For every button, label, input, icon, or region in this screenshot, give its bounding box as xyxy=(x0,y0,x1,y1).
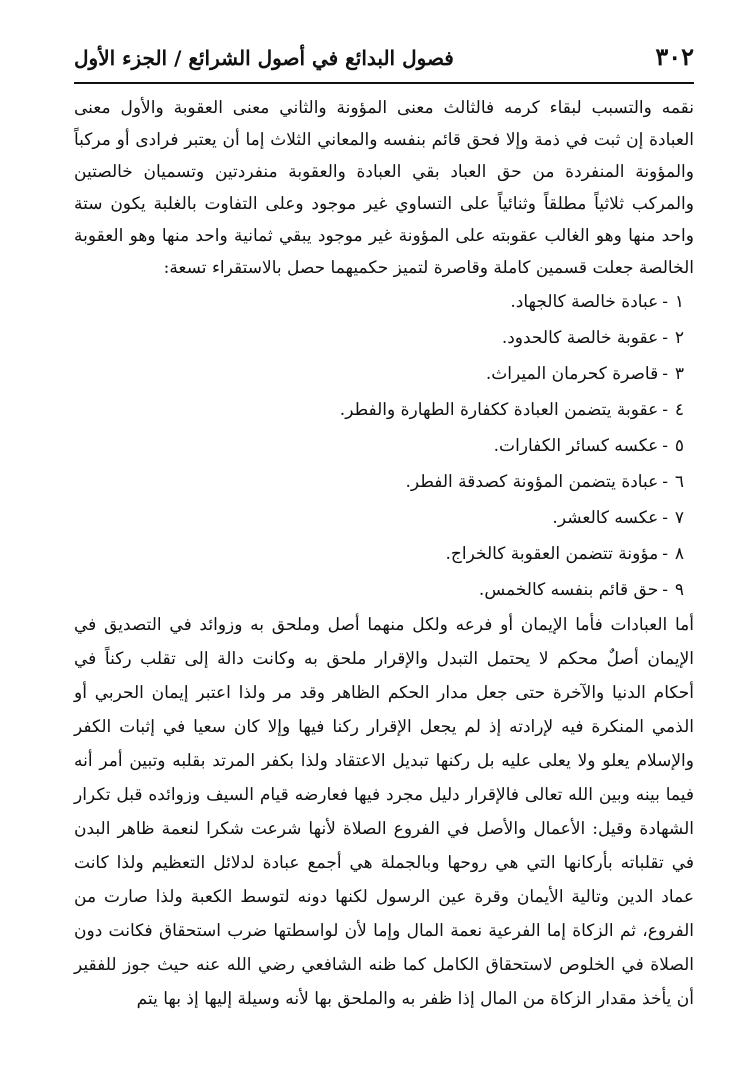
list-item-number: ٥ xyxy=(674,436,684,456)
list-item-text: عقوبة خالصة كالحدود. xyxy=(501,328,659,348)
running-title: فصول البدائع في أصول الشرائع / الجزء الأول xyxy=(74,46,454,70)
page-number: ٣٠٢ xyxy=(655,42,694,71)
list-item: ٥-عكسه كسائر الكفارات. xyxy=(74,428,684,464)
main-paragraph: أما العبادات فأما الإيمان أو فرعه ولكل منهما أصل وملحق به وزوائد في التصديق في الإيمان أصلٌ محكم لا يحتمل التبدل والإقرار ملحق به وكانت دالة إلى تقلب ركناً في أحكام الدنيا والآخرة حتى جعل مدار الحكم الظاهر وقد مر ولذا اعتبر إيمان الحربي أو الذمي المنكرة فيه لإرادته إذ لم يجعل الإقرار ركنا فيها وإلا كان سعيا في إثبات الكفر والإسلام يعلو ولا يعلى عليه بل ركنها تبديل الاعتقاد ولذا بكفر المرتد بقلبه وتبين أمر أنه فيما بينه وبين الله تعالى فالإقرار دليل مجرد فيها فعارضه قيام السيف وزوائده قبل تكرار الشهادة وقيل: الأعمال والأصل في الفروع الصلاة لأنها شرعت شكرا لنعمة ظاهر البدن في تقلباته بأركانها التي هي روحها وبالجملة هي أجمع عبادة لدلائل التعظيم ولذا كانت عماد الدين وتالية الأيمان وقرة عين الرسول لكنها دونه لتوسط الكعبة ولذا صارت من الفروع، ثم الزكاة إما الفرعية نعمة المال وإما لأن لواسطتها ضرب استحقاق فكانت دون الصلاة في الخلوص لاستحقاق الكامل كما ظنه الشافعي رضي الله عنه حيث جوز للفقير أن يأخذ مقدار الزكاة من المال إذا ظفر به والملحق بها لأنه وسيلة إليها إذ بها يتم xyxy=(74,615,694,1009)
header-divider xyxy=(74,82,694,84)
list-item: ٤-عقوبة يتضمن العبادة ككفارة الطهارة والفطر. xyxy=(74,392,684,428)
list-item-number: ٩ xyxy=(674,580,684,600)
list-item: ٩-حق قائم بنفسه كالخمس. xyxy=(74,572,684,608)
list-item-number: ٣ xyxy=(674,364,684,384)
list-item: ٢-عقوبة خالصة كالحدود. xyxy=(74,320,684,356)
intro-paragraph: نقمه والتسبب لبقاء كرمه فالثالث معنى المؤونة والثاني معنى العقوبة والأول معنى العبادة إن ثبت في ذمة وإلا فحق قائم بنفسه والمعاني الثلاث إما أن يعتبر فرادى أو مركباً والمؤونة المنفردة من حق العباد بقي العبادة والعقوبة منفردتين وتسميان خالصتين والمركب ثلاثياً مطلقاً وثنائياً على التساوي غير موجود وعلى التفاوت بالغلبة يكون ستة واحد منها وهو الغالب عقوبته على المؤونة غير موجود يبقي ثمانية واحد منها وهو العقوبة الخالصة جعلت قسمين كاملة وقاصرة لتميز حكميهما حصل بالاستقراء تسعة: xyxy=(74,98,694,278)
page-header xyxy=(74,38,694,78)
list-item-number: ٦ xyxy=(674,472,684,492)
list-item-number: ٧ xyxy=(674,508,684,528)
list-item-number: ٢ xyxy=(674,328,684,348)
list-item-text: عبادة خالصة كالجهاد. xyxy=(510,292,659,312)
list-item-text: عقوبة يتضمن العبادة ككفارة الطهارة والفطر. xyxy=(339,400,659,420)
list-item-text: قاصرة كحرمان الميراث. xyxy=(485,364,659,384)
list-item: ١-عبادة خالصة كالجهاد. xyxy=(74,284,684,320)
list-item-number: ٨ xyxy=(674,544,684,564)
list-item: ٧-عكسه كالعشر. xyxy=(74,500,684,536)
list-item-number: ١ xyxy=(674,292,684,312)
list-item-text: عكسه كالعشر. xyxy=(552,508,659,528)
list-item: ٨-مؤونة تتضمن العقوبة كالخراج. xyxy=(74,536,684,572)
list-item-text: مؤونة تتضمن العقوبة كالخراج. xyxy=(445,544,659,564)
classification-list xyxy=(74,284,694,608)
list-item-text: حق قائم بنفسه كالخمس. xyxy=(478,580,659,600)
list-item-text: عبادة يتضمن المؤونة كصدقة الفطر. xyxy=(405,472,659,492)
list-item: ٣-قاصرة كحرمان الميراث. xyxy=(74,356,684,392)
body-text xyxy=(74,92,694,1016)
list-item: ٦-عبادة يتضمن المؤونة كصدقة الفطر. xyxy=(74,464,684,500)
list-item-text: عكسه كسائر الكفارات. xyxy=(493,436,659,456)
list-item-number: ٤ xyxy=(674,400,684,420)
